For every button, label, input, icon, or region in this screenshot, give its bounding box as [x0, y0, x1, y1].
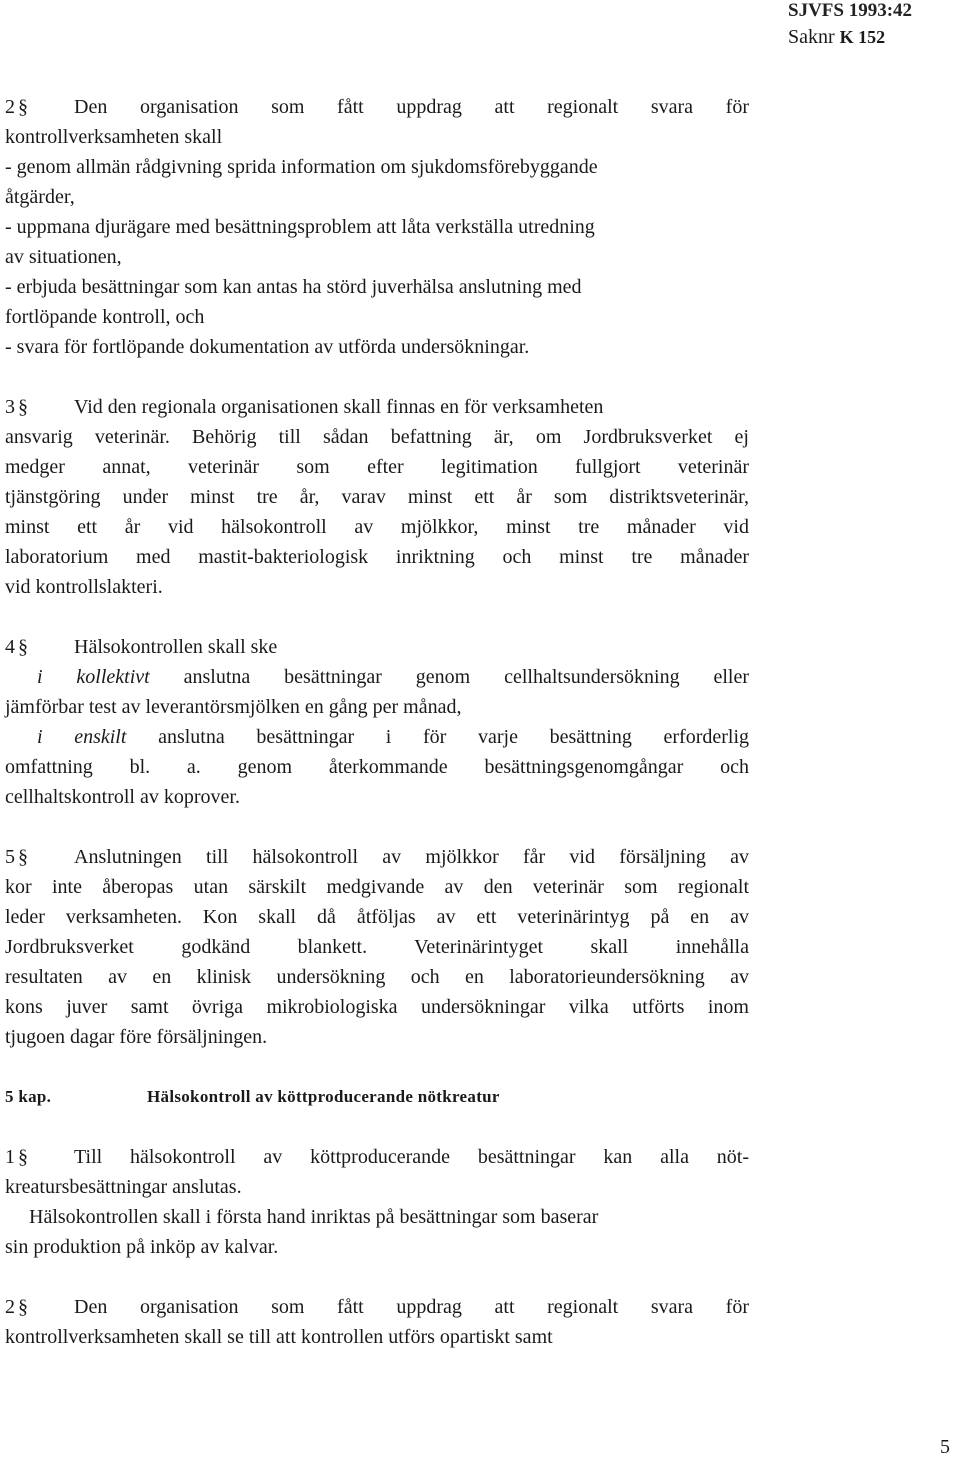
section-symbol: §: [18, 846, 28, 868]
section-2: [5, 92, 749, 362]
case-number: [788, 24, 928, 50]
section-number: 5: [5, 846, 15, 868]
section-line: - genom allmän rådgivning sprida information om sjukdomsförebyggande: [5, 156, 598, 178]
section-3: [5, 392, 749, 602]
section-line: [5, 632, 749, 662]
section-text: Den organisation som fått uppdrag att regionalt svara för: [74, 1296, 749, 1318]
chapter5-section-2: [5, 1292, 749, 1352]
chapter5-section-1: [5, 1142, 749, 1262]
section-line: ansvarig veterinär. Behörig till sådan befattning är, om Jordbruksverket ej: [5, 426, 749, 448]
section-symbol: §: [18, 1146, 28, 1168]
section-line: kons juver samt övriga mikrobiologiska undersökningar vilka utförts inom: [5, 996, 749, 1018]
regulation-reference: SJVFS 1993:42: [788, 0, 913, 21]
section-line: åtgärder,: [5, 186, 75, 208]
document-body: [5, 92, 749, 1382]
section-line: minst ett år vid hälsokontroll av mjölkkor, minst tre månader vid: [5, 516, 749, 538]
section-symbol: §: [18, 636, 28, 658]
section-number: 3: [5, 396, 15, 418]
section-line: Hälsokontrollen skall i första hand inriktas på besättningar som baserar: [29, 1206, 599, 1228]
section-line: kontrollverksamheten skall: [5, 126, 223, 148]
chapter-label: 5 kap.: [5, 1087, 52, 1106]
section-line: sin produktion på inköp av kalvar.: [5, 1236, 279, 1258]
chapter-heading: [5, 1082, 749, 1112]
section-line: kreatursbesättningar anslutas.: [5, 1176, 242, 1198]
section-line: [5, 392, 749, 422]
section-symbol: §: [18, 96, 28, 118]
page-header: [788, 0, 928, 50]
section-4: [5, 632, 749, 812]
italic-term: i kollektivt: [37, 666, 150, 688]
section-number: 2: [5, 1296, 15, 1318]
section-line: [5, 1142, 749, 1172]
section-line: [5, 842, 749, 872]
section-line: tjugoen dagar före försäljningen.: [5, 1026, 268, 1048]
section-number: 2: [5, 96, 15, 118]
section-line: jämförbar test av leverantörsmjölken en gång per månad,: [5, 696, 462, 718]
section-line: [5, 92, 749, 122]
section-symbol: §: [18, 1296, 28, 1318]
section-line: medger annat, veterinär som efter legitimation fullgjort veterinär: [5, 456, 749, 478]
section-line: tjänstgöring under minst tre år, varav minst ett år som distriktsveterinär,: [5, 486, 749, 508]
section-line: [5, 662, 749, 692]
section-line: [5, 722, 749, 752]
section-line: leder verksamheten. Kon skall då åtföljas av ett veterinärintyg på en av: [5, 906, 749, 928]
section-number: 4: [5, 636, 15, 658]
section-text: Till hälsokontroll av köttproducerande besättningar kan alla nöt-: [74, 1146, 749, 1168]
section-text: Anslutningen till hälsokontroll av mjölkkor får vid försäljning av: [74, 846, 749, 868]
case-number-prefix: Saknr: [788, 26, 835, 48]
section-line: kontrollverksamheten skall se till att kontrollen utförs opartiskt samt: [5, 1326, 553, 1348]
section-line: [5, 1292, 749, 1322]
page-number: 5: [940, 1436, 950, 1458]
section-line: kor inte åberopas utan särskilt medgivande av den veterinär som regionalt: [5, 876, 749, 898]
section-text: Hälsokontrollen skall ske: [74, 636, 278, 658]
section-line: - erbjuda besättningar som kan antas ha störd juverhälsa anslutning med: [5, 276, 582, 298]
italic-term: i enskilt: [37, 726, 127, 748]
section-text: anslutna besättningar genom cellhaltsundersökning eller: [183, 666, 750, 688]
section-line: - uppmana djurägare med besättningsproblem att låta verkställa utredning: [5, 216, 595, 238]
section-line: fortlöpande kontroll, och: [5, 306, 205, 328]
section-line: vid kontrollslakteri.: [5, 576, 163, 598]
section-line: laboratorium med mastit-bakteriologisk inriktning och minst tre månader: [5, 546, 749, 568]
section-line: av situationen,: [5, 246, 122, 268]
section-line: Jordbruksverket godkänd blankett. Veterinärintyget skall innehålla: [5, 936, 749, 958]
chapter-title: Hälsokontroll av köttproducerande nötkreatur: [147, 1087, 500, 1106]
section-5: [5, 842, 749, 1052]
section-symbol: §: [18, 396, 28, 418]
case-number-value: K 152: [839, 27, 886, 47]
section-number: 1: [5, 1146, 15, 1168]
section-text: anslutna besättningar i för varje besättning erforderlig: [158, 726, 749, 748]
section-line: cellhaltskontroll av koprover.: [5, 786, 240, 808]
section-line: omfattning bl. a. genom återkommande besättningsgenomgångar och: [5, 756, 749, 778]
section-text: Vid den regionala organisationen skall finnas en för verksamheten: [74, 396, 604, 418]
section-line: - svara för fortlöpande dokumentation av utförda undersökningar.: [5, 336, 530, 358]
section-text: Den organisation som fått uppdrag att regionalt svara för: [74, 96, 749, 118]
section-line: resultaten av en klinisk undersökning och en laboratorieundersökning av: [5, 966, 749, 988]
